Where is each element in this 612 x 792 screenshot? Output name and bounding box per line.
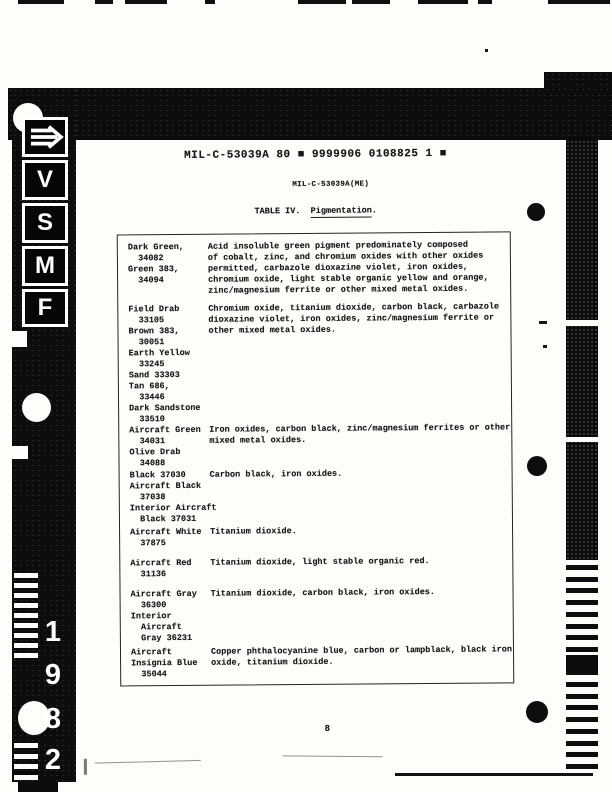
spec-number: MIL-C-53039A(ME) <box>292 180 370 190</box>
film-year-digit: 2 <box>44 744 62 776</box>
vsmf-letter: F <box>37 294 53 321</box>
smudge-mark <box>84 759 87 775</box>
pigment-description-cell: Acid insoluble green pigment predominately composed of cobalt, zinc, and chromium oxides with other oxides permitted, carbazole dioxazine violet, iron oxides, chromium oxide, light stable organic yellow and orange, zinc/magnesium ferrite or other mixed metal oxides. <box>207 239 489 296</box>
table-title <box>255 205 378 216</box>
color-names-cell: Aircraft Insignia Blue 35044 <box>130 647 198 680</box>
smudge-line <box>95 760 201 764</box>
pigment-description-cell: Titanium dioxide. <box>210 526 297 537</box>
vsmf-letter: M <box>35 252 55 279</box>
table-row <box>121 644 513 680</box>
pigment-description-cell: Titanium dioxide, carbon black, iron oxides. <box>210 586 436 599</box>
pigmentation-table <box>117 231 515 686</box>
color-names-cell: Black 37030 Aircraft Black 37038 Interior Aircraft Black 37031 <box>129 469 217 525</box>
table-title-underlined: Pigmentation <box>310 205 372 216</box>
pigment-description-cell: Iron oxides, carbon black, zinc/magnesium ferrites or other mixed metal oxides. <box>209 422 511 446</box>
pigment-description-cell: Titanium dioxide, light stable organic red. <box>210 556 430 568</box>
color-names-cell: Field Drab 33105 Brown 383, 30051 Earth Yellow 33245 Sand 33303 Tan 686, 33446 Dark Sandstone 33510 <box>128 303 201 425</box>
pigment-table-body <box>118 232 512 680</box>
smudge-line <box>283 755 383 757</box>
bottom-scan-line <box>395 773 593 776</box>
color-names-cell: Aircraft White 37875 <box>130 526 202 549</box>
pigment-description-cell: Carbon black, iron oxides. <box>209 468 343 480</box>
table-title-period: . <box>371 205 378 216</box>
table-row <box>120 555 512 580</box>
vsmf-letter: V <box>36 166 53 193</box>
pigment-description-cell: Chromium oxide, titanium dioxide, carbon black, carbazole dioxazine violet, iron oxides, zinc/magnesium ferrite or other mixed metal oxides. <box>208 301 500 336</box>
film-year-digit: 9 <box>44 659 62 691</box>
film-year-digit: 8 <box>44 703 62 735</box>
color-names-cell: Aircraft Green 34031 Olive Drab 34088 <box>129 424 201 469</box>
table-row <box>118 301 510 425</box>
pigment-description-cell: Copper phthalocyanine blue, carbon or lampblack, black iron oxide, titanium dioxide. <box>210 644 512 668</box>
table-title-prefix: TABLE IV. <box>254 205 311 217</box>
vsmf-letter: S <box>36 209 53 236</box>
film-year-digit: 1 <box>44 616 62 648</box>
color-names-cell: Aircraft Red 31136 <box>130 557 192 580</box>
color-names-cell: Aircraft Gray 36300 Interior Aircraft Gray 36231 <box>130 588 197 644</box>
color-names-cell: Dark Green, 34082 Green 383, 34094 <box>127 241 184 286</box>
ocr-scan-line: MIL-C-53039A 80 ■ 9999906 0108825 1 ■ <box>184 147 447 162</box>
page-number: 8 <box>324 723 331 734</box>
table-row <box>121 586 513 644</box>
table-row <box>118 239 510 296</box>
